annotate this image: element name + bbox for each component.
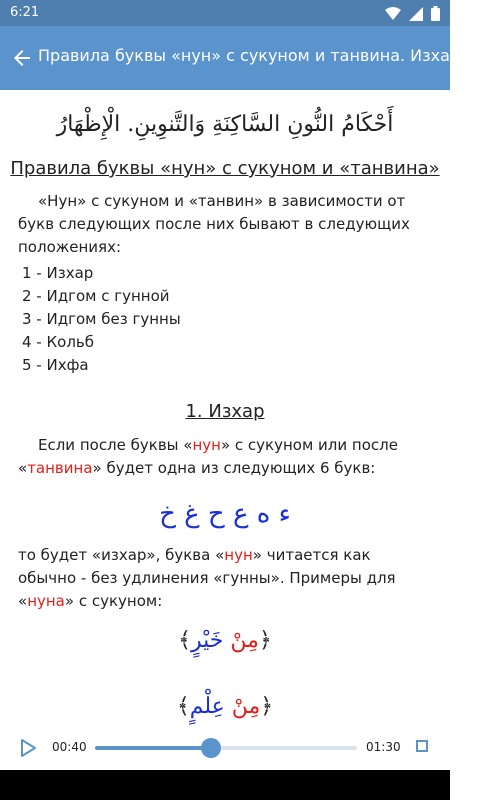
lesson-heading: Правила буквы «нун» с сукуном и «танвина» bbox=[10, 158, 440, 179]
izhar-explanation: то будет «изхар», буква «нун» читается как обычно - без удлинения «гунны». Примеры для «нуна» с сукуном: bbox=[18, 546, 396, 610]
app-bar bbox=[0, 26, 503, 90]
play-icon[interactable] bbox=[18, 738, 38, 758]
status-icons bbox=[385, 6, 440, 21]
duration: 01:30 bbox=[366, 740, 401, 754]
audio-player bbox=[0, 730, 450, 770]
example-2[interactable]: ﴿مِنْ عِلْمٍ﴾ bbox=[176, 694, 274, 719]
seek-bar-progress bbox=[95, 746, 211, 750]
status-bar bbox=[0, 0, 450, 26]
list-item: 2 - Идгом с гунной bbox=[22, 287, 170, 305]
list-item: 1 - Изхар bbox=[22, 264, 94, 282]
stop-icon[interactable] bbox=[416, 740, 428, 752]
lesson-content bbox=[0, 90, 450, 730]
izhar-letters: ء ه ع ح غ خ bbox=[159, 499, 291, 529]
seek-thumb[interactable] bbox=[201, 738, 221, 758]
signal-icon bbox=[409, 7, 423, 21]
system-nav-bar bbox=[0, 770, 450, 800]
list-item: 3 - Идгом без гунны bbox=[22, 310, 181, 328]
wifi-icon bbox=[385, 7, 401, 21]
izhar-paragraph: Если после буквы «нун» с сукуном или после «танвина» будет одна из следующих 6 букв: bbox=[18, 436, 398, 477]
example-1[interactable]: ﴿مِنْ خَيْرٍ﴾ bbox=[178, 628, 272, 653]
section-heading: 1. Изхар bbox=[185, 401, 265, 422]
current-time: 00:40 bbox=[52, 740, 87, 754]
list-item: 4 - Кольб bbox=[22, 333, 94, 351]
list-item: 5 - Ихфа bbox=[22, 356, 89, 374]
status-time: 6:21 bbox=[10, 5, 40, 20]
app-bar-title: Правила буквы «нун» с сукуном и танвина. Изхар Тест bbox=[38, 46, 503, 65]
arabic-title: أَحْكَامُ النُّونِ السَّاكِنَةِ وَالتَّنوِينِ. الْإِظْهَارُ bbox=[56, 112, 394, 137]
battery-icon bbox=[431, 6, 440, 21]
back-arrow-icon[interactable] bbox=[10, 46, 34, 70]
intro-paragraph: «Нун» с сукуном и «танвин» в зависимости от букв следующих после них бывают в следующих положениях: bbox=[18, 192, 410, 256]
seek-bar[interactable] bbox=[95, 746, 357, 750]
